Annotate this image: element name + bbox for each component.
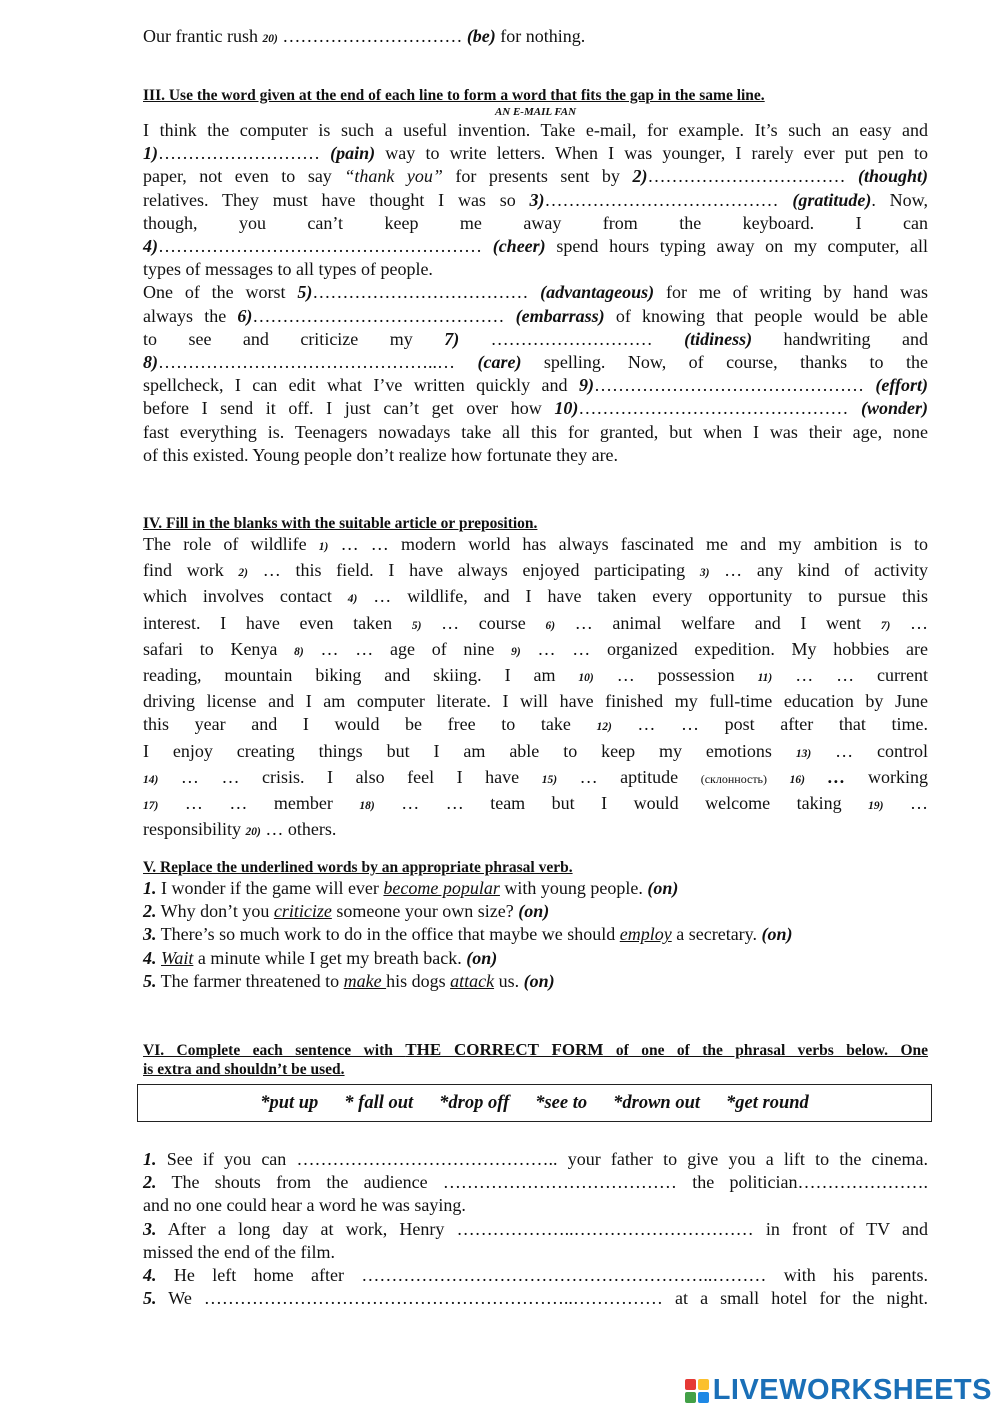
item-number: 2.: [143, 1172, 157, 1193]
particle-hint: (on): [761, 924, 793, 945]
text-run: someone your own size?: [331, 901, 519, 922]
text-run: spellcheck, I can edit what I’ve written quickly and: [143, 375, 579, 396]
text-run: … animal welfare and I went: [555, 612, 881, 633]
section4-line: [143, 664, 928, 690]
text-run: … wildlife, and I have taken every opportunity to pursue this: [357, 586, 928, 607]
phrasal-verb-option: *drown out: [613, 1092, 701, 1113]
section5-line: [143, 877, 928, 900]
section6-items: [143, 1148, 928, 1310]
text-run: way to write letters. When I was younger, I rarely ever put pen to: [375, 143, 928, 164]
text-run: After a long day at work, Henry ………………..………………………… in front of TV and: [156, 1218, 928, 1239]
text-run: See if you can …………………………………….. your father to give you a lift to the cinema.: [156, 1149, 928, 1169]
phrasal-verb-option: *get round: [726, 1092, 809, 1113]
text-run: spend hours typing away on my computer, all: [545, 236, 929, 257]
gap-number: 4): [143, 236, 158, 257]
section3-line: [143, 165, 928, 188]
text-run: Why don’t you: [156, 901, 274, 922]
section4-line: [143, 690, 928, 713]
answer-blank: …: [804, 766, 846, 787]
text-run: before I send it off. I just can’t get over how: [143, 398, 555, 419]
item-number: 1.: [143, 1149, 157, 1169]
section4-line: [143, 818, 928, 844]
section3-line: [143, 235, 928, 258]
section-4: [143, 514, 928, 844]
item-number: 4): [347, 593, 358, 606]
text-run: always the: [143, 305, 238, 326]
section3-line: [143, 142, 928, 165]
liveworksheets-logo-text: LIVEWORKSHEETS: [712, 1374, 992, 1406]
text-run: … … member: [158, 793, 360, 814]
section4-heading: IV. Fill in the blanks with the suitable article or preposition.: [143, 515, 538, 532]
word-hint: (wonder): [861, 398, 928, 419]
liveworksheets-logo-icon: [685, 1379, 709, 1403]
section5-line: [143, 923, 928, 946]
text-run: for me of writing by hand was: [654, 282, 928, 303]
text-run: I enjoy creating things but I am able to keep my emotions: [143, 740, 796, 761]
section3-line: [143, 374, 928, 397]
text-run: handwriting and: [752, 328, 928, 349]
gap-number: 3): [529, 189, 545, 210]
section6-line: [143, 1287, 928, 1310]
item-number: 4.: [143, 947, 157, 968]
text-run: paper, not even to say: [143, 166, 345, 187]
text-run: which involves contact: [143, 586, 348, 607]
word-hint: (pain): [330, 143, 376, 164]
section4-line: [143, 766, 928, 792]
text-run: and no one could hear a word he was saying.: [143, 1195, 466, 1216]
answer-blank: ………………………………………: [593, 375, 876, 396]
section3-line: [143, 397, 928, 420]
text-run: … this field. I have always enjoyed participating: [248, 560, 700, 581]
text-run: a secretary.: [671, 924, 762, 945]
section3-line: [143, 119, 928, 142]
section6-line: [143, 1171, 928, 1194]
quoted-text: “thank you”: [344, 166, 443, 187]
item-number: 1.: [143, 878, 157, 898]
text-run: to see and criticize my: [143, 328, 445, 349]
text-run: us.: [494, 970, 524, 991]
word-hint: (embarrass): [515, 305, 605, 326]
section4-line: [143, 792, 928, 818]
word-hint: (effort): [875, 375, 928, 396]
section-3: [143, 86, 928, 467]
text-run: of this existed. Young people don’t realize how fortunate they are.: [143, 444, 619, 465]
gap-number: 2): [632, 166, 648, 187]
section4-line: [143, 638, 928, 664]
item-number: 12): [596, 721, 612, 734]
section3-line: [143, 328, 928, 351]
answer-blank: …………………………………: [544, 189, 793, 210]
item-number: 10): [578, 672, 594, 685]
item-number: 19): [868, 800, 884, 813]
text-run: responsibility: [143, 819, 246, 840]
text-run: … course: [421, 612, 546, 633]
text-run: … aptitude: [557, 766, 701, 787]
answer-blank: ……………………………: [647, 166, 858, 187]
underlined-phrase: attack: [450, 970, 495, 991]
section6-line: [143, 1241, 928, 1264]
section3-line: [143, 212, 928, 235]
text-run: this year and I would be free to take: [143, 714, 597, 735]
section3-line: [143, 258, 928, 281]
text-run: … possession: [593, 665, 758, 686]
item-number: 5): [411, 619, 422, 632]
text-run: . Now,: [871, 189, 928, 210]
particle-hint: (on): [518, 901, 550, 922]
word-hint: (thought): [857, 166, 929, 187]
text-run: with young people.: [499, 878, 648, 898]
section3-line: [143, 351, 928, 374]
text-run: for presents sent by: [442, 166, 633, 187]
translation-note: (склонность): [700, 771, 768, 786]
answer-blank: ………………………………………………: [158, 236, 493, 257]
text-run: I wonder if the game will ever: [156, 878, 384, 898]
underlined-phrase: Wait: [161, 947, 194, 968]
particle-hint: (on): [647, 878, 679, 898]
text-run: of knowing that people would be able: [604, 305, 928, 326]
gap-number: 8): [143, 352, 158, 373]
item-number: 15): [541, 773, 558, 786]
section6-line: [143, 1148, 928, 1171]
gap-number: 1): [143, 143, 158, 164]
section3-line: [143, 281, 928, 304]
text-run: types of messages to all types of people.: [143, 259, 433, 280]
text-run: …: [890, 612, 929, 633]
item-number: 3.: [143, 1218, 157, 1239]
section4-text: [143, 533, 928, 844]
section6-line: [143, 1218, 928, 1241]
text-run: … … team but I would welcome taking: [374, 793, 869, 814]
section3-line: [143, 189, 928, 212]
text-run: find work: [143, 560, 239, 581]
answer-blank: ………………………………………: [578, 398, 861, 419]
item-number: 17): [143, 800, 159, 813]
phrasal-verb-option: *see to: [535, 1092, 588, 1113]
text-run: fast everything is. Teenagers nowadays take all this for granted, but when I was their age, none: [143, 421, 928, 442]
text-run: The role of wildlife: [143, 534, 319, 554]
text-run: working: [845, 766, 929, 787]
section-5: [143, 858, 928, 993]
item-number: 11): [757, 672, 773, 685]
section6-line: [143, 1264, 928, 1287]
text-run: … control: [811, 740, 928, 761]
item-number: 14): [143, 773, 159, 786]
phrasal-verb-options-box: [137, 1084, 932, 1122]
section3-heading: III. Use the word given at the end of each line to form a word that fits the gap in the same line.: [143, 87, 765, 104]
item-number: 3): [699, 567, 710, 580]
item-number: 2.: [143, 901, 157, 922]
answer-blank: ………………………………………..…: [158, 352, 478, 373]
section3-subtitle: AN E-MAIL FAN: [494, 106, 577, 118]
item-number: 6): [545, 619, 556, 632]
text-run: safari to Kenya: [143, 638, 295, 659]
gap-number: 7): [444, 328, 460, 349]
section4-line: [143, 585, 928, 611]
item-number: 13): [795, 747, 812, 760]
text-run: though, you can’t keep me away from the keyboard. I can: [143, 212, 928, 233]
text-run: driving license and I am computer literate. I will have finished my full-time education by June: [143, 691, 928, 712]
section5-items: [143, 877, 928, 993]
section5-line: [143, 970, 928, 993]
text-run: The farmer threatened to: [156, 970, 344, 991]
answer-blank: ………………………………: [312, 282, 541, 303]
text-run: [767, 767, 790, 787]
section3-line: [143, 444, 928, 467]
phrasal-verb-option: *drop off: [439, 1092, 510, 1113]
text-run: … … organized expedition. My hobbies are: [520, 638, 929, 659]
section2-tail-line: Our frantic rush 20) ………………………… (be) for nothing.: [143, 26, 586, 46]
text-run: … … current: [772, 665, 929, 686]
text-run: reading, mountain biking and skiing. I am: [143, 665, 579, 686]
section5-line: [143, 947, 928, 970]
text-run: There’s so much work to do in the office that maybe we should: [156, 924, 620, 945]
word-hint: (cheer): [492, 236, 546, 257]
item-number: 16): [789, 773, 805, 786]
underlined-phrase: employ: [619, 924, 672, 945]
text-run: He left home after …………………………………………………..……… with his parents.: [156, 1265, 928, 1286]
section4-line: [143, 559, 928, 585]
text-run: We ……………………………………………………..…………… at a small hotel for the night.: [156, 1288, 928, 1309]
item-number: 8): [294, 645, 304, 658]
liveworksheets-logo: [685, 1374, 992, 1407]
text-run: his dogs: [386, 970, 451, 991]
section3-line: [143, 305, 928, 328]
text-run: … any kind of activity: [709, 560, 928, 581]
answer-blank: ……………………………………: [252, 305, 516, 326]
gap-number: 9): [578, 375, 594, 396]
text-run: a minute while I get my breath back.: [193, 947, 467, 968]
section-6: [143, 1040, 928, 1079]
text-run: … … post after that time.: [611, 714, 928, 735]
gap-number: 6): [237, 305, 253, 326]
phrasal-verb-option: * fall out: [344, 1092, 414, 1113]
word-hint: (advantageous): [540, 282, 655, 303]
text-run: One of the worst: [143, 282, 298, 303]
section4-line: [143, 612, 928, 638]
section6-line: [143, 1194, 928, 1217]
text-run: … … modern world has always fascinated me and my ambition is to: [328, 534, 928, 554]
text-run: The shouts from the audience ………………………………… the politician………………….: [156, 1172, 928, 1193]
text-run: interest. I have even taken: [143, 612, 412, 633]
section3-line: [143, 421, 928, 444]
text-run: … others.: [260, 819, 337, 840]
item-number: 5.: [143, 970, 157, 991]
section6-heading-line2: is extra and shouldn’t be used.: [143, 1061, 345, 1078]
item-number: 2): [238, 567, 249, 580]
underlined-phrase: become popular: [383, 878, 500, 898]
item-number: 3.: [143, 924, 157, 945]
gap-number: 10): [554, 398, 579, 419]
gap-number: 5): [297, 282, 313, 303]
item-number: 1): [318, 541, 329, 553]
section6-heading-line1: VI. Complete each sentence with THE CORRECT FORM of one of the phrasal verbs below. One: [143, 1040, 929, 1059]
item-number: 5.: [143, 1288, 157, 1309]
section4-line: [143, 533, 928, 559]
item-number: 4.: [143, 1265, 157, 1286]
underlined-phrase: make: [343, 970, 387, 991]
particle-hint: (on): [523, 970, 555, 991]
section4-line: [143, 740, 928, 766]
word-hint: (tidiness): [684, 328, 753, 349]
word-hint: (gratitude): [792, 189, 872, 210]
text-run: … … crisis. I also feel I have: [158, 766, 542, 787]
item-number: 7): [880, 619, 891, 632]
answer-blank: ………………………: [459, 328, 685, 349]
item-number: 18): [359, 800, 375, 813]
item-number: 9): [511, 645, 521, 658]
text-run: …: [883, 793, 929, 814]
text-run: spelling. Now, of course, thanks to the: [521, 352, 928, 373]
section4-line: [143, 713, 928, 739]
section5-heading: V. Replace the underlined words by an appropriate phrasal verb.: [143, 859, 573, 876]
text-run: I think the computer is such a useful invention. Take e-mail, for example. It’s such an easy and: [143, 120, 928, 140]
item-number: 20): [245, 826, 261, 839]
text-run: missed the end of the film.: [143, 1241, 335, 1262]
section5-line: [143, 900, 928, 923]
section3-text: [143, 119, 928, 467]
text-run: … … age of nine: [303, 638, 512, 659]
text-run: relatives. They must have thought I was so: [143, 189, 530, 210]
particle-hint: (on): [466, 947, 498, 968]
phrasal-verb-option: *put up: [260, 1092, 319, 1113]
word-hint: (care): [477, 352, 522, 373]
answer-blank: ………………………: [158, 143, 331, 164]
underlined-phrase: criticize: [273, 901, 332, 922]
